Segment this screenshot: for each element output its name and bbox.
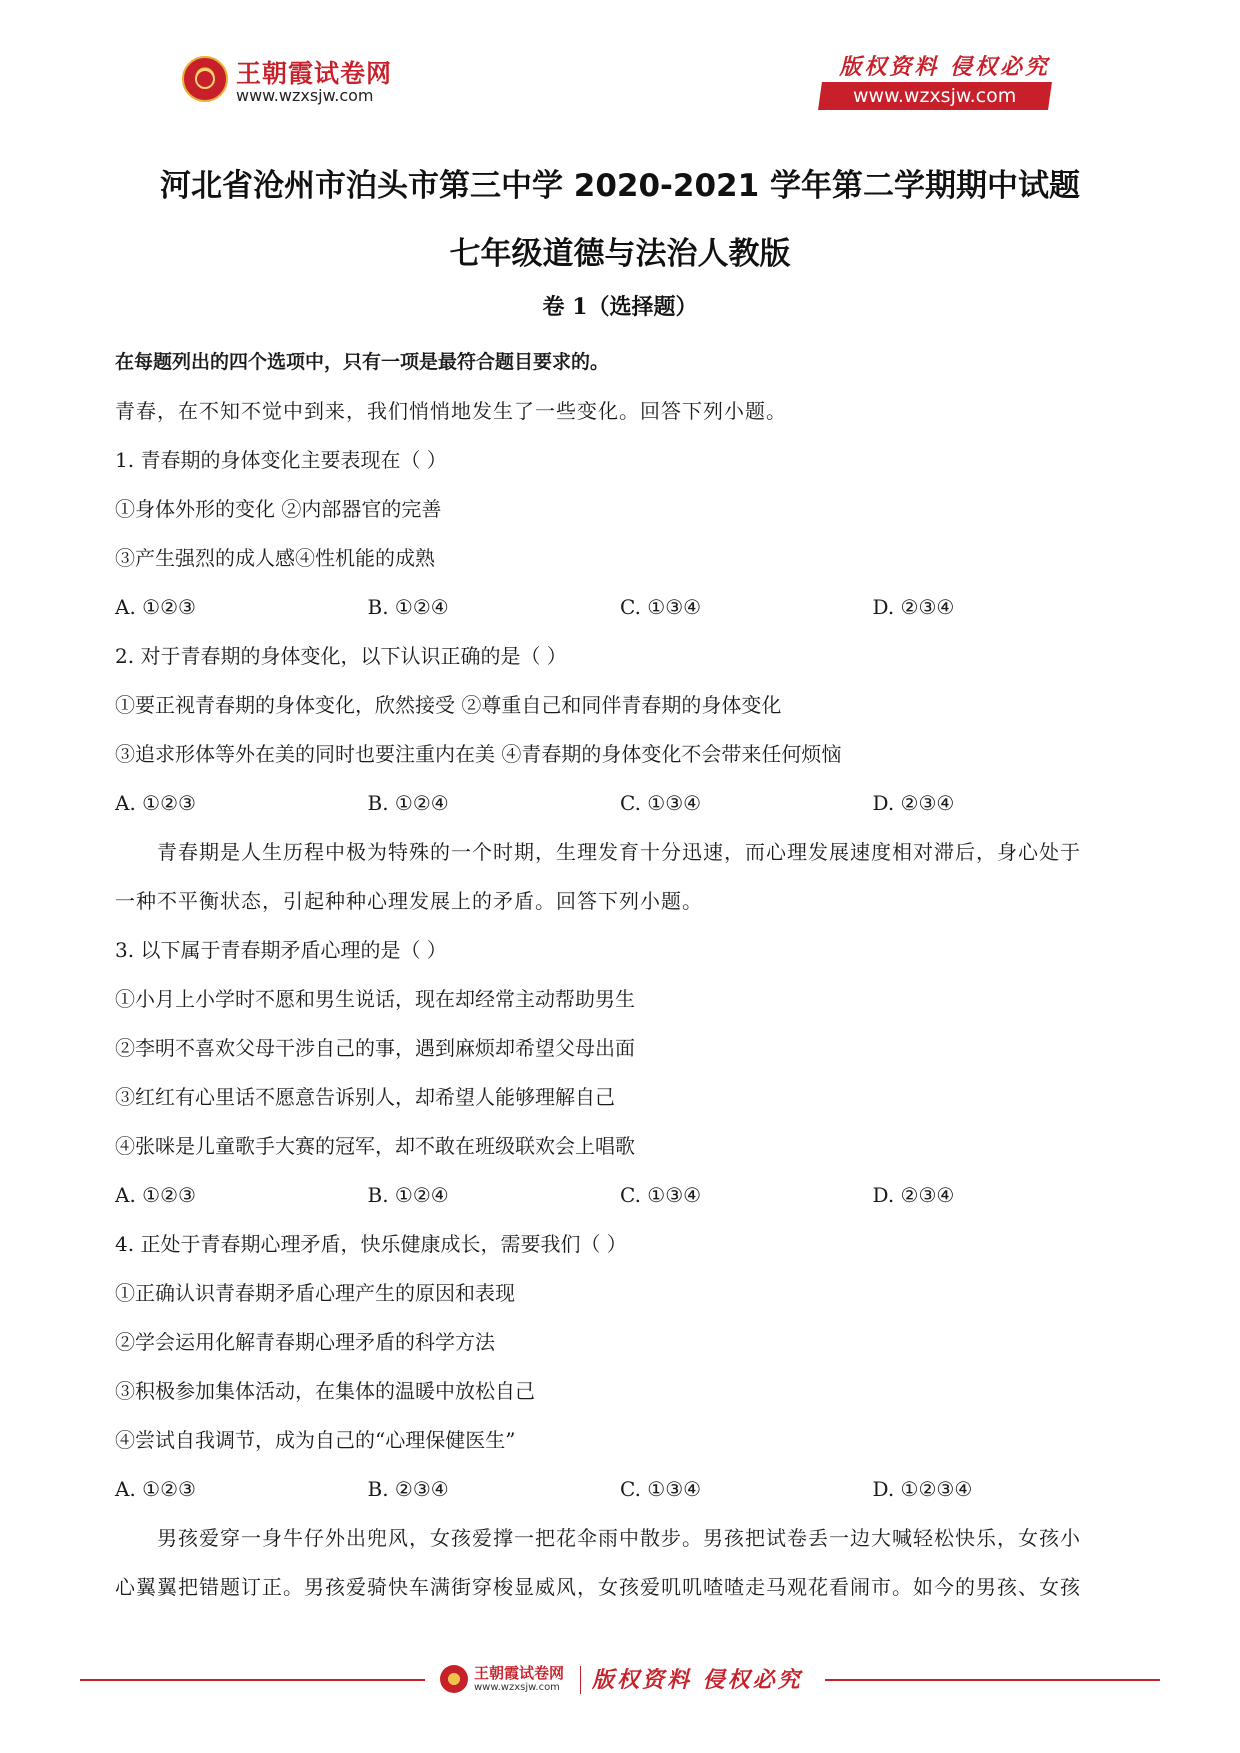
section-title: 卷 1（选择题） [542, 294, 698, 320]
exam-subtitle: 七年级道德与法治人教版 [449, 236, 791, 272]
question-line: ①正确认识青春期矛盾心理产生的原因和表现 [115, 1281, 515, 1305]
exam-body [115, 338, 1125, 1612]
instructions: 在每题列出的四个选项中，只有一项是最符合题目要求的。 [115, 351, 610, 373]
question-line: ③追求形体等外在美的同时也要注重内在美 ④青春期的身体变化不会带来任何烦恼 [115, 742, 842, 766]
footer-rule-left [80, 1679, 425, 1681]
footer-seal-icon [440, 1665, 468, 1693]
question-line: ④张咪是儿童歌手大赛的冠军，却不敢在班级联欢会上唱歌 [115, 1134, 635, 1158]
question-line: 1. 青春期的身体变化主要表现在（ ） [115, 448, 447, 472]
question-line: ④尝试自我调节，成为自己的“心理保健医生” [115, 1428, 516, 1452]
footer-brand [440, 1660, 820, 1700]
answer-options [115, 779, 1125, 828]
question-line: 4. 正处于青春期心理矛盾，快乐健康成长，需要我们（ ） [115, 1232, 627, 1256]
answer-option: D. ②③④ [872, 1183, 955, 1207]
answer-option: C. ①③④ [620, 1183, 702, 1207]
passage-line: 青春期是人生历程中极为特殊的一个时期，生理发育十分迅速，而心理发展速度相对滞后，身心处于 [157, 840, 1081, 864]
logo-name: 王朝霞试卷网 [236, 59, 393, 88]
answer-options [115, 1171, 1125, 1220]
header-copyright: 版权资料 侵权必究 [839, 54, 1050, 80]
footer-logo-name: 王朝霞试卷网 [474, 1664, 565, 1682]
answer-options [115, 583, 1125, 632]
answer-option: B. ②③④ [367, 1477, 449, 1501]
answer-option: D. ②③④ [872, 791, 955, 815]
seal-icon [182, 56, 228, 102]
logo-url[interactable]: www.wzxsjw.com [236, 86, 374, 105]
answer-option: D. ①②③④ [872, 1477, 973, 1501]
footer-divider [580, 1666, 581, 1694]
question-line: ①要正视青春期的身体变化，欣然接受 ②尊重自己和同伴青春期的身体变化 [115, 693, 782, 717]
question-line: ③积极参加集体活动，在集体的温暖中放松自己 [115, 1379, 535, 1403]
passage-line: 心翼翼把错题订正。男孩爱骑快车满街穿梭显威风，女孩爱叽叽喳喳走马观花看闹市。如今的男孩、女孩 [115, 1575, 1081, 1599]
answer-option: A. ①②③ [115, 1183, 196, 1207]
question-line: ②李明不喜欢父母干涉自己的事，遇到麻烦却希望父母出面 [115, 1036, 635, 1060]
answer-option: C. ①③④ [620, 595, 702, 619]
question-line: ①小月上小学时不愿和男生说话，现在却经常主动帮助男生 [115, 987, 635, 1011]
answer-option: B. ①②④ [367, 595, 449, 619]
answer-option: A. ①②③ [115, 791, 196, 815]
exam-title: 河北省沧州市泊头市第三中学 2020-2021 学年第二学期期中试题 [159, 168, 1080, 204]
answer-option: C. ①③④ [620, 791, 702, 815]
passage-line: 男孩爱穿一身牛仔外出兜风，女孩爱撑一把花伞雨中散步。男孩把试卷丢一边大喊轻松快乐，女孩小 [157, 1526, 1081, 1550]
passage-line: 青春，在不知不觉中到来，我们悄悄地发生了一些变化。回答下列小题。 [115, 399, 787, 423]
question-line: 2. 对于青春期的身体变化，以下认识正确的是（ ） [115, 644, 567, 668]
answer-option: D. ②③④ [872, 595, 955, 619]
question-line: ②学会运用化解青春期心理矛盾的科学方法 [115, 1330, 495, 1354]
answer-option: B. ①②④ [367, 1183, 449, 1207]
footer-copyright: 版权资料 侵权必究 [592, 1667, 803, 1693]
passage-line: 一种不平衡状态，引起种种心理发展上的矛盾。回答下列小题。 [115, 889, 703, 913]
site-logo[interactable] [182, 52, 402, 114]
footer-rule-right [825, 1679, 1160, 1681]
answer-option: A. ①②③ [115, 1477, 196, 1501]
answer-option: A. ①②③ [115, 595, 196, 619]
header-copyright-block [820, 50, 1050, 112]
footer-url[interactable]: www.wzxsjw.com [474, 1682, 560, 1693]
answer-option: C. ①③④ [620, 1477, 702, 1501]
question-line: 3. 以下属于青春期矛盾心理的是（ ） [115, 938, 447, 962]
answer-option: B. ①②④ [367, 791, 449, 815]
question-line: ③红红有心里话不愿意告诉别人，却希望人能够理解自己 [115, 1085, 615, 1109]
header-url-banner[interactable] [818, 82, 1052, 110]
question-line: ③产生强烈的成人感④性机能的成熟 [115, 546, 435, 570]
answer-options [115, 1465, 1125, 1514]
header-url[interactable]: www.wzxsjw.com [853, 85, 1017, 107]
question-line: ①身体外形的变化 ②内部器官的完善 [115, 497, 442, 521]
footer [80, 1660, 1160, 1700]
